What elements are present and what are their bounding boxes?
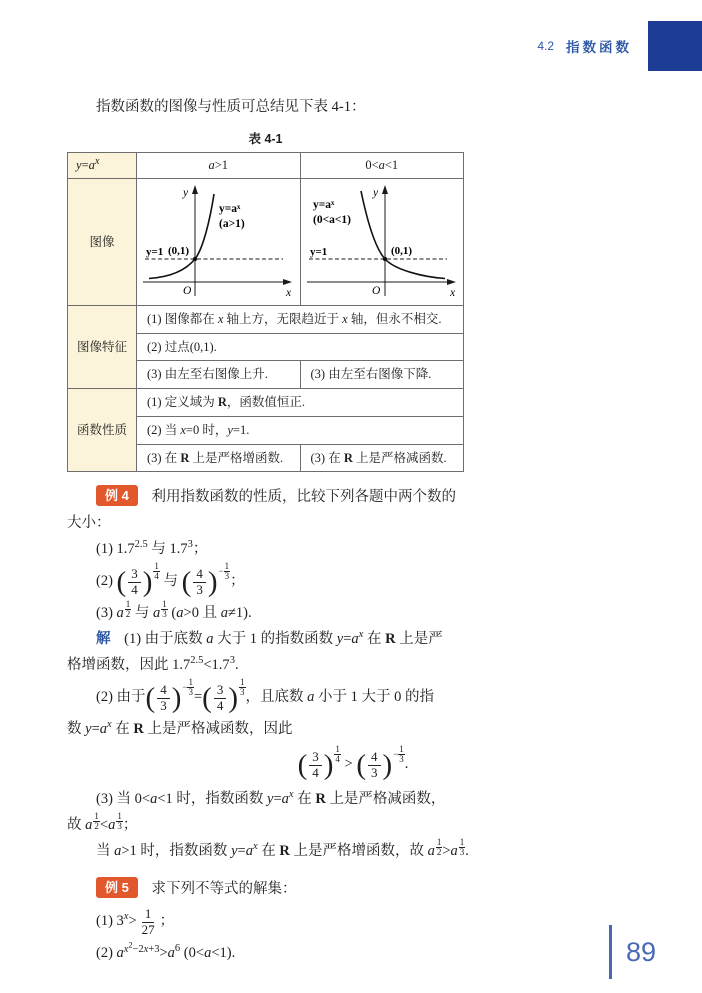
origin-label: O [371,284,381,297]
exp-graph-decreasing [303,182,461,302]
intro-paragraph: 指数函数的图像与性质可总结见下表 4-1： [96,99,366,115]
feature-3-increasing: (3) 由左至右图像上升. [137,361,301,389]
y-axis-label: y [372,186,378,199]
x-axis-arrow-icon [447,279,456,285]
corner-decoration-block [648,21,702,71]
feature-2: (2) 过点(0,1). [137,333,464,361]
row-label-graph: 图像 [68,178,137,305]
y-equals-1-label: y=1 [146,245,164,258]
property-1: (1) 定义域为 R，函数值恒正. [137,389,464,417]
point-0-1-label: (0,1) [390,244,412,257]
point-0-1-label: (0,1) [168,244,190,257]
property-3-increasing: (3) 在 R 上是严格增函数. [137,444,301,472]
section-number: 4.2 [537,39,554,53]
graph-cell-increasing [137,178,301,305]
footer-divider [609,925,612,979]
curve-condition-label: (a>1) [219,217,245,230]
example-4-badge: 例 4 [96,485,138,506]
solution-line-3: (2) 由于( $\frac{4}{3}$ )− 1 3 =( $\frac{3}{4}$ ) 1 3 ，且底数 a 小于 1 大于 0 的指 [96,676,434,715]
solution-line-7: 当 a>1 时，指数函数 $y=a^x$ 在 R 上是严格增函数，故 a 1 2 >a 1 3 . [96,836,469,860]
feature-1: (1) 图像都在 x 轴上方，无限趋近于 x 轴，但永不相交. [137,305,464,333]
origin-label: O [183,284,192,297]
example-4-item-1: (1) $1.7^{2.5}$ 与 $1.7^3$； [96,539,208,558]
properties-row-1 [68,389,464,417]
point-0-1 [383,257,387,261]
example-4-item-2: (2) ( $\frac{3}{4}$ ) 1 4 与 ( $\frac{4}{3}$ )− 1 3 ； [96,560,245,599]
x-axis-arrow-icon [283,279,292,285]
example-5-item-2: (2) $a^{x^2-2x+3}>a^6$ (0<a<1). [96,940,236,962]
solution-line-1 [67,626,639,652]
row-label-properties: 函数性质 [68,389,137,472]
table-header-row [68,153,464,179]
exp-curve-decreasing [361,191,445,279]
solution-equation: ( $\frac{3}{4}$ ) 1 4 > ( $\frac{4}{3}$ )− 1 3 . [297,743,409,782]
example-4-intro-line-2: 大小： [67,515,111,532]
y-equals-1-label: y=1 [309,245,328,258]
exp-curve-increasing [149,194,214,279]
feature-3-decreasing: (3) 由左至右图像下降. [300,361,464,389]
example-5 [67,876,639,966]
solution-label: 解 [96,631,111,648]
property-3-decreasing: (3) 在 R 上是严格减函数. [300,444,464,472]
x-axis-label: x [286,286,292,299]
graph-row [68,178,464,305]
solution-line-6: 故 a 1 2 <a 1 3 ； [67,810,138,834]
features-row-1 [68,305,464,333]
page-footer [609,925,656,979]
example-5-badge: 例 5 [96,877,138,898]
curve-equation-label: y=aˣ [312,198,335,211]
y-axis-arrow-icon [192,185,198,194]
row-label-features: 图像特征 [68,305,137,388]
example-4 [67,484,639,864]
solution-line-4: 数 $y=a^x$ 在 R 上是严格减函数，因此 [67,719,293,738]
exponential-properties-table [67,152,464,472]
page-content [67,96,639,966]
exp-graph-increasing [139,182,297,302]
table-caption: 表 4-1 [248,132,283,147]
point-0-1 [193,257,197,261]
curve-condition-label: (0<a<1) [312,213,351,226]
example-4-intro-line-1 [67,484,639,510]
header-cell-a-gt-1: a>1 [137,153,301,179]
solution-line-2: 格增函数，因此 $1.7^{2.5}<1.7^3$. [67,655,239,674]
y-axis-label: y [183,186,189,199]
example-5-intro-text: 求下列不等式的解集： [151,881,297,898]
page-number: 89 [625,936,656,967]
x-axis-label: x [449,286,455,299]
header-cell-0-lt-a-lt-1: 0<a<1 [300,153,464,179]
page-header [537,21,702,71]
property-2: (2) 当 x=0 时，y=1. [137,416,464,444]
solution-line-5: (3) 当 0<a<1 时，指数函数 $y=a^x$ 在 R 上是严格减函数， [96,789,446,808]
example-4-item-3: (3) a 1 2 与 a 1 3 (a>0 且 a≠1). [96,598,252,622]
section-title: 指数函数 [566,40,632,55]
curve-equation-label: y=aˣ [219,202,241,215]
example-4-intro-text: 利用指数函数的性质，比较下列各题中两个数的 [151,489,456,506]
y-axis-arrow-icon [382,185,388,194]
header-cell-function: $y=a^x$ [68,153,137,179]
example-5-intro [67,876,639,902]
solution-line-1-text: (1) 由于底数 a 大于 1 的指数函数 $y=a^x$ 在 R 上是严 [124,629,443,648]
example-5-item-1: (1) $3^x>$ $\frac{1}{27}$ ； [96,905,175,937]
graph-cell-decreasing [300,178,464,305]
